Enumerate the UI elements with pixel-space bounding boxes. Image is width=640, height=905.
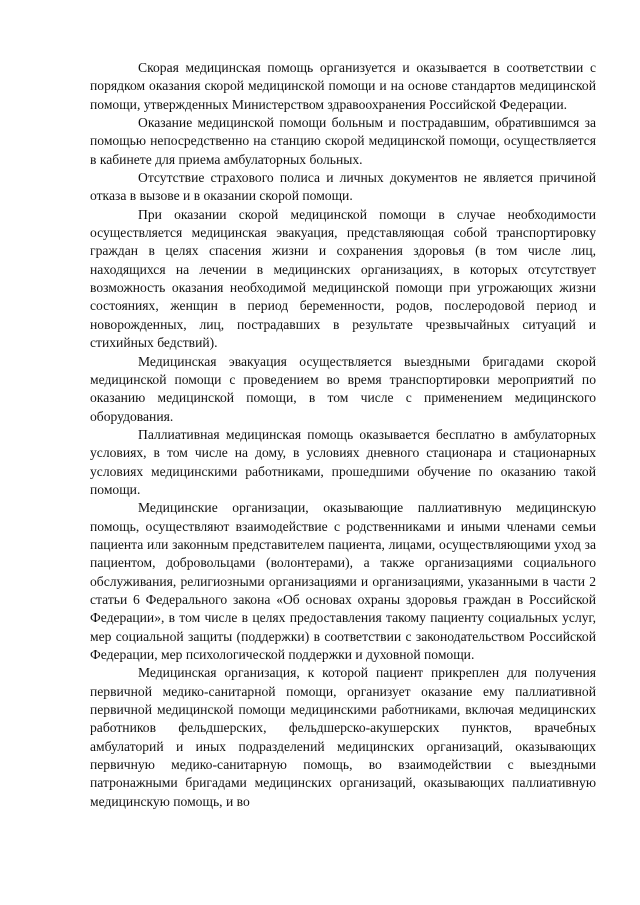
paragraph-ambulance-organization: Скорая медицинская помощь организуется и оказывается в соответствии с порядком оказания скорой медицинской помощи и на основе стандартов медицинской помощи, утвержденных Министерством здравоохранения Российской Федерации. (90, 60, 596, 112)
paragraph-palliative-interaction: Медицинские организации, оказывающие паллиативную медицинскую помощь, осуществляют взаимодействие с родственниками и иными членами семьи пациента или законным представителем пациента, лицами, осуществляющими уход за пациентом, добровольцами (волонтерами), а также организациями социального обслуживания, религиозными организациями и организациями, указанными в части 2 статьи 6 Федерального закона «Об основах охраны здоровья граждан в Российской Федерации», в том числе в целях предоставления такому пациенту социальных услуг, мер социальной защиты (поддержки) в соответствии с законодательством Российской Федерации, мер психологической поддержки и духовной помощи. (90, 500, 596, 662)
paragraph-no-policy: Отсутствие страхового полиса и личных документов не является причиной отказа в вызове и в оказании скорой помощи. (90, 170, 596, 204)
paragraph-palliative-free: Паллиативная медицинская помощь оказывается бесплатно в амбулаторных условиях, в том числе на дому, в условиях дневного стационара и стационарных условиях медицинскими работниками, прошедшими обучение по оказанию такой помощи. (90, 426, 596, 497)
paragraph-evacuation-teams: Медицинская эвакуация осуществляется выездными бригадами скорой медицинской помощи с проведением во время транспортировки мероприятий по оказанию медицинской помощи, в том числе с применением медицинского оборудования. (90, 353, 596, 424)
document-page (90, 59, 596, 811)
paragraph-station-care: Оказание медицинской помощи больным и пострадавшим, обратившимся за помощью непосредственно на станцию скорой медицинской помощи, осуществляется в кабинете для приема амбулаторных больных. (90, 115, 596, 167)
paragraph-medical-evacuation: При оказании скорой медицинской помощи в случае необходимости осуществляется медицинская эвакуация, представляющая собой транспортировку граждан в целях спасения жизни и сохранения здоровья (в том числе лиц, находящихся на лечении в медицинских организациях, в которых отсутствует возможность оказания необходимой медицинской помощи при угрожающих жизни состояниях, женщин в период беременности, родов, послеродовой период и новорожденных, лиц, пострадавших в результате чрезвычайных ситуаций и стихийных бедствий). (90, 206, 596, 351)
paragraph-primary-palliative: Медицинская организация, к которой пациент прикреплен для получения первичной медико-санитарной помощи, организует оказание ему паллиативной первичной медицинской помощи медицинскими работниками, включая медицинских работников фельдшерских, фельдшерско-акушерских пунктов, врачебных амбулаторий и иных подразделений медицинских организаций, оказывающих первичную медико-санитарную помощь, во взаимодействии с выездными патронажными бригадами медицинских организаций, оказывающих паллиативную медицинскую помощь, и во (90, 665, 596, 809)
